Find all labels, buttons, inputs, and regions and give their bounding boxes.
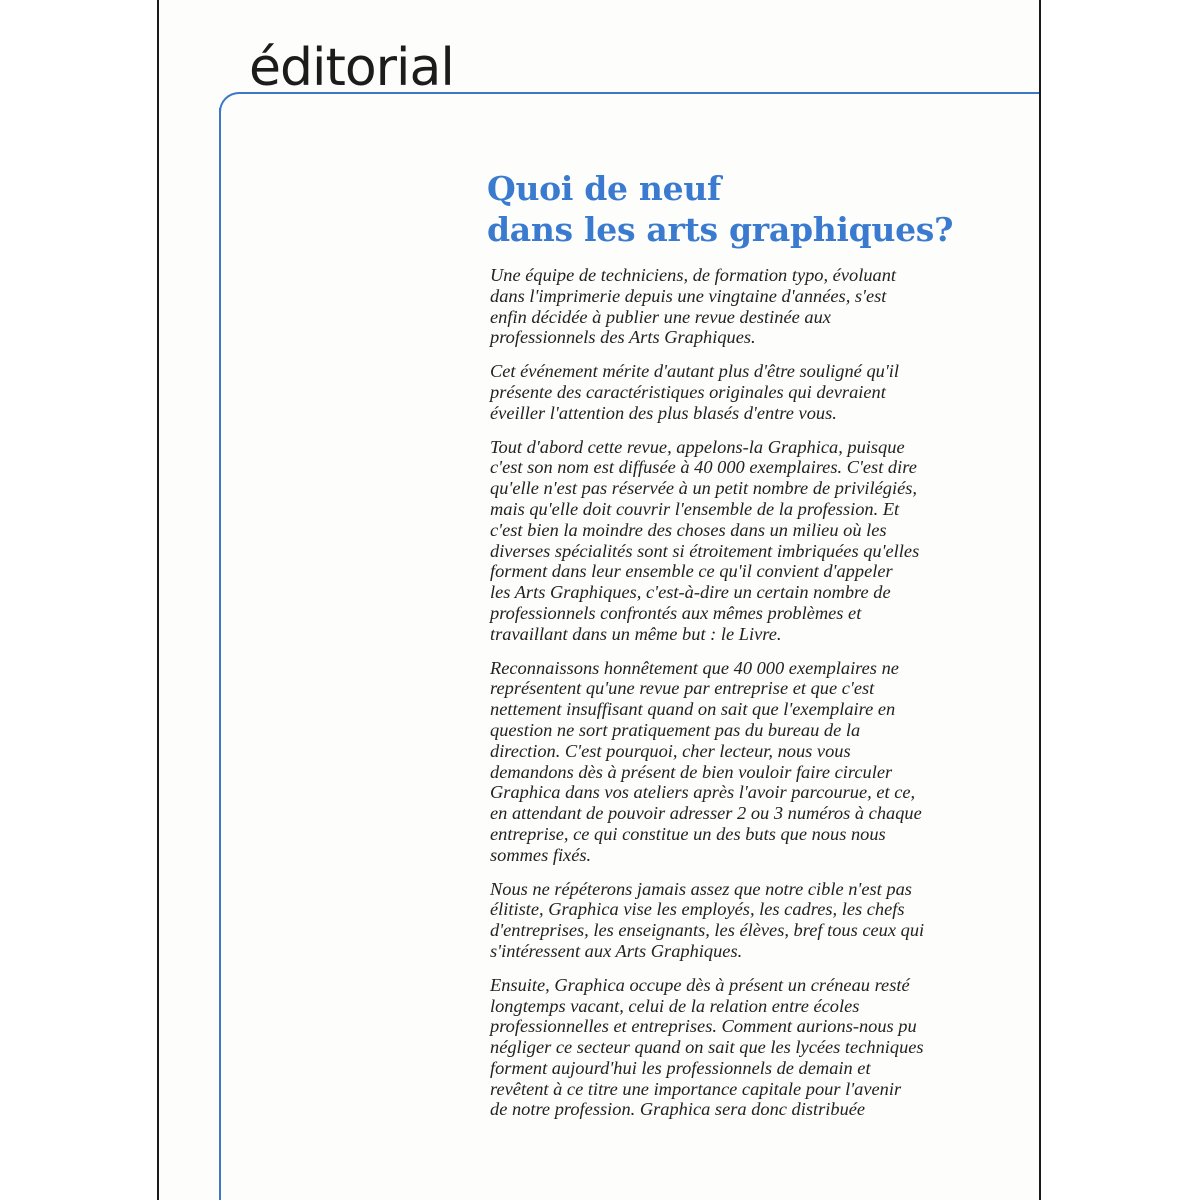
paragraph-2: Cet événement mérite d'autant plus d'être souligné qu'il présente des caractéristiques originales qui devraient éveiller l'attention des plus blasés d'entre vous. <box>490 361 899 423</box>
frame-top-border <box>219 92 1039 112</box>
section-title: éditorial <box>249 38 454 98</box>
paragraph-3: Tout d'abord cette revue, appelons-la Graphica, puisque c'est son nom est diffusée à 40 000 exemplaires. C'est dire qu'elle n'est pas réservée à un petit nombre de privilégiés, mais qu'elle doit couvrir l'ensemble de la profession. Et c'est bien la moindre des choses dans un milieu où les diverses spécialités sont si étroitement imbriquées qu'elles forment dans leur ensemble ce qu'il convient d'appeler les Arts Graphiques, c'est-à-dire un certain nombre de professionnels confrontés aux mêmes problèmes et travaillant dans un même but : le Livre. <box>490 436 920 644</box>
article-body <box>490 265 1000 1133</box>
paragraph-4: Reconnaissons honnêtement que 40 000 exemplaires ne représentent qu'une revue par entreprise et que c'est nettement insuffisant quand on sait que l'exemplaire en question ne sort pratiquement pas du bureau de la direction. C'est pourquoi, cher lecteur, nous vous demandons dès à présent de bien vouloir faire circuler Graphica dans vos ateliers après l'avoir parcourue, et ce, en attendant de pouvoir adresser 2 ou 3 numéros à chaque entreprise, ce qui constitue un des buts que nous nous sommes fixés. <box>490 657 922 865</box>
paragraph-1: Une équipe de techniciens, de formation typo, évoluant dans l'imprimerie depuis une vingtaine d'années, s'est enfin décidée à publier une revue destinée aux professionnels des Arts Graphiques. <box>490 265 897 348</box>
headline-line-1: Quoi de neuf <box>487 169 721 208</box>
paragraph-5: Nous ne répéterons jamais assez que notre cible n'est pas élitiste, Graphica vise les employés, les cadres, les chefs d'entreprises, les enseignants, les élèves, bref tous ceux qui s'intéressent aux Arts Graphiques. <box>490 878 925 961</box>
frame-left-border <box>219 108 221 1200</box>
paragraph-6: Ensuite, Graphica occupe dès à présent un créneau resté longtemps vacant, celui de la relation entre écoles professionnelles et entreprises. Comment aurions-nous pu négliger ce secteur quand on sait que les lycées techniques forment aujourd'hui les professionnels de demain et revêtent à ce titre une importance capitale pour l'avenir de notre profession. Graphica sera donc distribuée <box>490 974 924 1120</box>
headline-line-2: dans les arts graphiques? <box>487 210 954 249</box>
article-headline <box>487 168 953 250</box>
